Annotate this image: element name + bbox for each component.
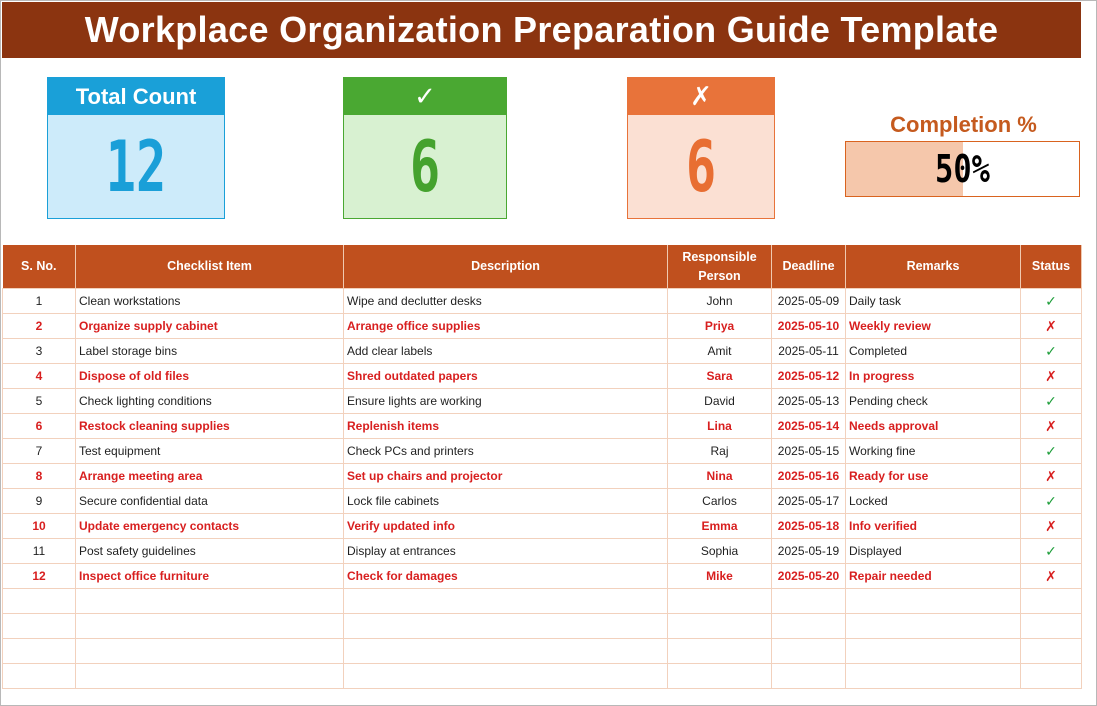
empty-cell[interactable]	[344, 639, 668, 664]
cell-deadline[interactable]: 2025-05-13	[772, 389, 846, 414]
cell-remarks[interactable]: In progress	[846, 364, 1021, 389]
cell-sno[interactable]: 7	[3, 439, 76, 464]
cell-responsible-person[interactable]: Amit	[668, 339, 772, 364]
cell-responsible-person[interactable]: Carlos	[668, 489, 772, 514]
table-header-row	[3, 245, 1082, 289]
header-deadline[interactable]: Deadline	[772, 245, 846, 289]
cell-status[interactable]: ✓	[1021, 489, 1082, 514]
cell-responsible-person[interactable]: Mike	[668, 564, 772, 589]
cell-sno[interactable]: 4	[3, 364, 76, 389]
cell-responsible-person[interactable]: Sara	[668, 364, 772, 389]
cell-deadline[interactable]: 2025-05-16	[772, 464, 846, 489]
cell-sno[interactable]: 5	[3, 389, 76, 414]
cell-remarks[interactable]: Daily task	[846, 289, 1021, 314]
cell-deadline[interactable]: 2025-05-15	[772, 439, 846, 464]
empty-cell[interactable]	[846, 664, 1021, 689]
empty-cell[interactable]	[76, 614, 344, 639]
cell-checklist-item[interactable]: Inspect office furniture	[76, 564, 344, 589]
empty-cell[interactable]	[344, 664, 668, 689]
cell-description[interactable]: Replenish items	[344, 414, 668, 439]
cell-description[interactable]: Set up chairs and projector	[344, 464, 668, 489]
cell-sno[interactable]: 12	[3, 564, 76, 589]
cell-responsible-person[interactable]: Nina	[668, 464, 772, 489]
cell-description[interactable]: Wipe and declutter desks	[344, 289, 668, 314]
cell-sno[interactable]: 1	[3, 289, 76, 314]
cell-status[interactable]: ✗	[1021, 514, 1082, 539]
cross-icon: ✗	[628, 78, 774, 115]
empty-cell[interactable]	[772, 639, 846, 664]
completion-value: 50%	[935, 147, 990, 191]
empty-cell[interactable]	[3, 589, 76, 614]
empty-cell[interactable]	[772, 589, 846, 614]
completion-label: Completion %	[890, 112, 1037, 137]
cell-status[interactable]: ✓	[1021, 289, 1082, 314]
table-row	[3, 314, 1082, 339]
cell-remarks[interactable]: Locked	[846, 489, 1021, 514]
completed-count-card	[343, 77, 507, 219]
empty-cell[interactable]	[344, 589, 668, 614]
table-row	[3, 439, 1082, 464]
cell-sno[interactable]: 9	[3, 489, 76, 514]
header-responsible-person[interactable]: Responsible Person	[668, 245, 772, 289]
total-count-card	[47, 77, 225, 219]
cell-description[interactable]: Add clear labels	[344, 339, 668, 364]
table-row	[3, 489, 1082, 514]
table-row	[3, 364, 1082, 389]
cell-status[interactable]: ✓	[1021, 539, 1082, 564]
empty-cell[interactable]	[76, 664, 344, 689]
cell-description[interactable]: Lock file cabinets	[344, 489, 668, 514]
cell-remarks[interactable]: Displayed	[846, 539, 1021, 564]
empty-cell[interactable]	[3, 639, 76, 664]
checklist-table	[2, 245, 1082, 689]
table-row	[3, 339, 1082, 364]
check-icon: ✓	[344, 78, 506, 115]
cell-status[interactable]: ✓	[1021, 339, 1082, 364]
cell-status[interactable]: ✗	[1021, 364, 1082, 389]
cell-deadline[interactable]: 2025-05-14	[772, 414, 846, 439]
cell-checklist-item[interactable]: Organize supply cabinet	[76, 314, 344, 339]
empty-cell[interactable]	[344, 614, 668, 639]
cell-remarks[interactable]: Working fine	[846, 439, 1021, 464]
cell-checklist-item[interactable]: Secure confidential data	[76, 489, 344, 514]
cell-status[interactable]: ✗	[1021, 414, 1082, 439]
cell-remarks[interactable]: Ready for use	[846, 464, 1021, 489]
empty-cell[interactable]	[3, 664, 76, 689]
table-row	[3, 564, 1082, 589]
cell-checklist-item[interactable]: Arrange meeting area	[76, 464, 344, 489]
cell-responsible-person[interactable]: Raj	[668, 439, 772, 464]
cell-remarks[interactable]: Completed	[846, 339, 1021, 364]
total-count-value: 12	[105, 125, 167, 208]
cell-deadline[interactable]: 2025-05-11	[772, 339, 846, 364]
pending-count-card	[627, 77, 775, 219]
table-row	[3, 389, 1082, 414]
empty-cell[interactable]	[76, 639, 344, 664]
cell-description[interactable]: Check for damages	[344, 564, 668, 589]
cell-description[interactable]: Verify updated info	[344, 514, 668, 539]
empty-cell[interactable]	[1021, 664, 1082, 689]
empty-cell[interactable]	[846, 639, 1021, 664]
empty-cell[interactable]	[1021, 589, 1082, 614]
header-checklist-item[interactable]: Checklist Item	[76, 245, 344, 289]
empty-cell[interactable]	[772, 614, 846, 639]
completion-progress-bar	[845, 141, 1080, 197]
cell-responsible-person[interactable]: Sophia	[668, 539, 772, 564]
cell-status[interactable]: ✓	[1021, 389, 1082, 414]
header-remarks[interactable]: Remarks	[846, 245, 1021, 289]
empty-table-row	[3, 589, 1082, 614]
empty-cell[interactable]	[668, 639, 772, 664]
table-row	[3, 464, 1082, 489]
table-row	[3, 514, 1082, 539]
cell-sno[interactable]: 3	[3, 339, 76, 364]
empty-cell[interactable]	[772, 664, 846, 689]
empty-cell[interactable]	[1021, 614, 1082, 639]
cell-responsible-person[interactable]: Emma	[668, 514, 772, 539]
total-count-label: Total Count	[48, 78, 224, 115]
cell-status[interactable]: ✗	[1021, 464, 1082, 489]
cell-description[interactable]: Check PCs and printers	[344, 439, 668, 464]
cell-responsible-person[interactable]: Priya	[668, 314, 772, 339]
cell-description[interactable]: Shred outdated papers	[344, 364, 668, 389]
empty-table-row	[3, 664, 1082, 689]
cell-responsible-person[interactable]: John	[668, 289, 772, 314]
cell-sno[interactable]: 11	[3, 539, 76, 564]
cell-checklist-item[interactable]: Clean workstations	[76, 289, 344, 314]
empty-cell[interactable]	[668, 589, 772, 614]
header-description[interactable]: Description	[344, 245, 668, 289]
cell-deadline[interactable]: 2025-05-19	[772, 539, 846, 564]
cell-remarks[interactable]: Needs approval	[846, 414, 1021, 439]
table-row	[3, 289, 1082, 314]
cell-checklist-item[interactable]: Update emergency contacts	[76, 514, 344, 539]
cell-remarks[interactable]: Info verified	[846, 514, 1021, 539]
cell-deadline[interactable]: 2025-05-17	[772, 489, 846, 514]
header-sno[interactable]: S. No.	[3, 245, 76, 289]
cell-description[interactable]: Ensure lights are working	[344, 389, 668, 414]
cell-deadline[interactable]: 2025-05-12	[772, 364, 846, 389]
empty-cell[interactable]	[1021, 639, 1082, 664]
cell-checklist-item[interactable]: Restock cleaning supplies	[76, 414, 344, 439]
cell-checklist-item[interactable]: Label storage bins	[76, 339, 344, 364]
cell-sno[interactable]: 2	[3, 314, 76, 339]
empty-cell[interactable]	[3, 614, 76, 639]
empty-cell[interactable]	[76, 589, 344, 614]
cell-status[interactable]: ✗	[1021, 564, 1082, 589]
cell-deadline[interactable]: 2025-05-10	[772, 314, 846, 339]
empty-cell[interactable]	[668, 614, 772, 639]
cell-remarks[interactable]: Pending check	[846, 389, 1021, 414]
cell-status[interactable]: ✓	[1021, 439, 1082, 464]
cell-deadline[interactable]: 2025-05-18	[772, 514, 846, 539]
empty-cell[interactable]	[846, 589, 1021, 614]
cell-responsible-person[interactable]: David	[668, 389, 772, 414]
completed-count-value: 6	[409, 125, 441, 208]
cell-checklist-item[interactable]: Test equipment	[76, 439, 344, 464]
empty-cell[interactable]	[668, 664, 772, 689]
cell-checklist-item[interactable]: Check lighting conditions	[76, 389, 344, 414]
empty-table-row	[3, 639, 1082, 664]
empty-table-row	[3, 614, 1082, 639]
pending-count-value: 6	[685, 125, 717, 208]
cell-checklist-item[interactable]: Dispose of old files	[76, 364, 344, 389]
cell-status[interactable]: ✗	[1021, 314, 1082, 339]
cell-remarks[interactable]: Repair needed	[846, 564, 1021, 589]
cell-sno[interactable]: 8	[3, 464, 76, 489]
cell-sno[interactable]: 6	[3, 414, 76, 439]
cell-responsible-person[interactable]: Lina	[668, 414, 772, 439]
cell-description[interactable]: Arrange office supplies	[344, 314, 668, 339]
cell-checklist-item[interactable]: Post safety guidelines	[76, 539, 344, 564]
table-row	[3, 414, 1082, 439]
cell-deadline[interactable]: 2025-05-09	[772, 289, 846, 314]
cell-remarks[interactable]: Weekly review	[846, 314, 1021, 339]
table-row	[3, 539, 1082, 564]
header-status[interactable]: Status	[1021, 245, 1082, 289]
cell-deadline[interactable]: 2025-05-20	[772, 564, 846, 589]
empty-cell[interactable]	[846, 614, 1021, 639]
cell-sno[interactable]: 10	[3, 514, 76, 539]
cell-description[interactable]: Display at entrances	[344, 539, 668, 564]
page-title: Workplace Organization Preparation Guide Template	[2, 2, 1081, 58]
